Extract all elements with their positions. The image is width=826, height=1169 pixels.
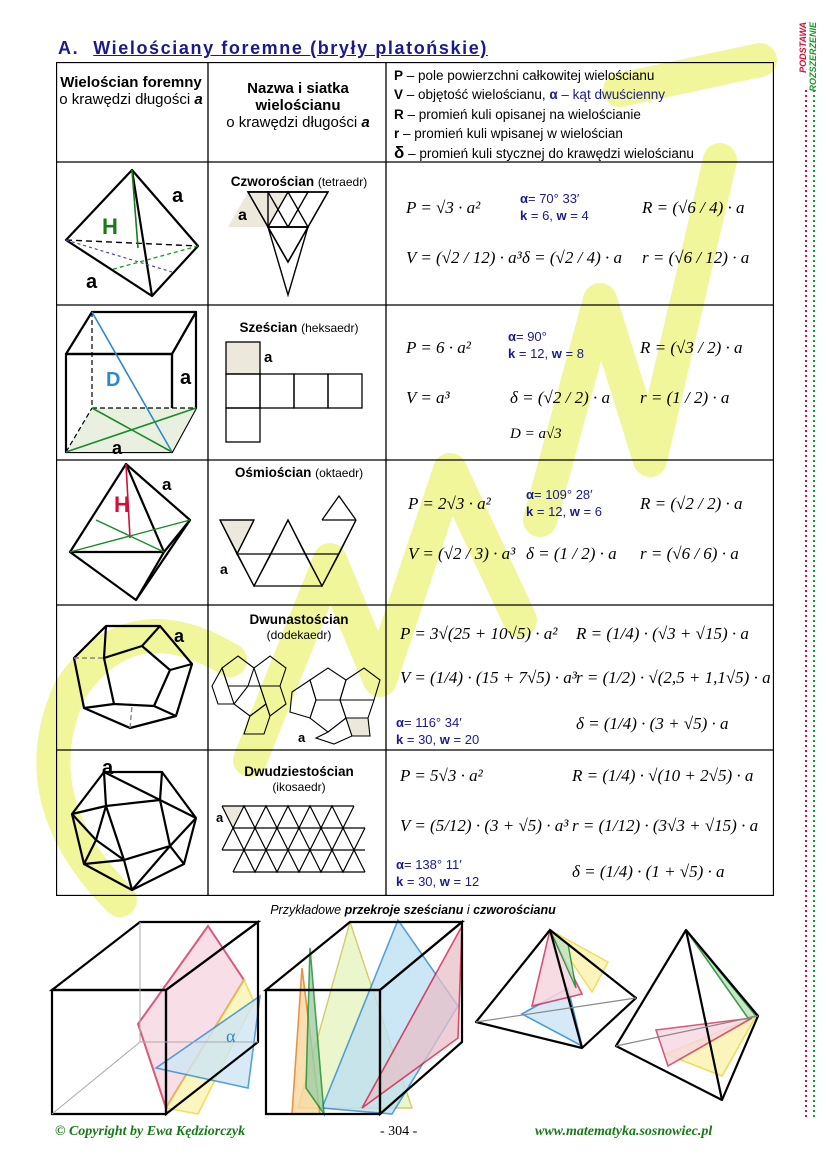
dodeca-p: P = 3√(25 + 10√5) · a²	[400, 624, 558, 643]
legend-delta: δ – promień kuli stycznej do krawędzi wielościanu	[394, 143, 694, 163]
dodeca-r-small: r = (1/2) · √(2,5 + 1,1√5) · a	[576, 668, 771, 687]
name-dodecahedron: Dwunastościan (dodekaedr)	[249, 612, 349, 642]
name-tetrahedron: Czworościan (tetraedr)	[230, 174, 368, 189]
header-col1-title: Wielościan foremny	[60, 74, 202, 91]
tetra-a-label: a	[172, 185, 184, 207]
icosa-p: P = 5√3 · a²	[400, 766, 483, 785]
cube-diagonal: D = a√3	[510, 426, 562, 442]
side-label-basic: PODSTAWA	[798, 22, 808, 73]
header-col1	[56, 74, 206, 174]
tetra-v: V = (√2 / 12) · a³	[406, 248, 522, 267]
icosa-a-label: a	[102, 757, 114, 779]
octa-r-big: R = (√2 / 2) · a	[640, 494, 743, 513]
octa-r-small: r = (√6 / 6) · a	[640, 544, 739, 563]
footer-page-number: - 304 -	[380, 1124, 418, 1139]
cube-figure	[62, 308, 204, 458]
header-col2-title: Nazwa i siatka wielościanu	[247, 80, 349, 114]
cube-section-figure-2	[262, 918, 468, 1118]
name-icosahedron: Dwudziestościan (ikosaedr)	[244, 764, 354, 794]
octahedron-figure	[66, 462, 204, 604]
name-cube: Sześcian (heksaedr)	[239, 320, 359, 335]
cube-a-label-2: a	[112, 438, 123, 458]
tetra-angles: α= 70° 33′ k = 6, w = 4	[520, 191, 589, 223]
icosa-delta: δ = (1/4) · (1 + √5) · a	[572, 862, 725, 881]
cube-net-a: a	[264, 349, 273, 366]
header-col1-edge: a	[194, 91, 203, 108]
tetra-a-label-2: a	[86, 271, 98, 293]
cube-r-big: R = (√3 / 2) · a	[640, 338, 743, 357]
octa-p: P = 2√3 · a²	[408, 494, 491, 513]
dodecahedron-figure	[70, 618, 198, 730]
name-octahedron: Ośmiościan (oktaedr)	[234, 465, 364, 480]
header-col2-edge: a	[361, 114, 370, 131]
dodeca-v: V = (1/4) · (15 + 7√5) · a³	[400, 668, 577, 687]
tetrahedron-net	[220, 190, 340, 298]
cube-delta: δ = (√2 / 2) · a	[510, 388, 610, 407]
solids-table	[56, 62, 774, 896]
dodeca-a-label: a	[174, 626, 185, 646]
side-label-extended: ROZSZERZENIE	[808, 22, 818, 92]
legend	[394, 66, 772, 163]
tetrahedron-figure	[62, 166, 202, 302]
page-heading	[58, 38, 488, 59]
side-dots	[798, 90, 818, 1120]
dodeca-angles: α= 116° 34′ k = 30, w = 20	[396, 715, 480, 747]
legend-v: V – objętość wielościanu, α – kąt dwuścienny	[394, 87, 665, 103]
icosa-r-big: R = (1/4) · √(10 + 2√5) · a	[572, 766, 754, 785]
octahedron-net	[218, 494, 384, 600]
octa-v: V = (√2 / 3) · a³	[408, 544, 516, 563]
dodecahedron-net	[210, 652, 384, 746]
tetra-net-a: a	[238, 207, 247, 224]
cube-p: P = 6 · a²	[406, 338, 471, 357]
cube-angles: α= 90° k = 12, w = 8	[508, 329, 584, 361]
icosahedron-figure	[66, 756, 202, 892]
dodeca-delta: δ = (1/4) · (3 + √5) · a	[576, 714, 729, 733]
octa-h-label: H	[114, 492, 130, 517]
legend-p: P – pole powierzchni całkowitej wielościanu	[394, 68, 655, 83]
header-col2	[209, 80, 387, 131]
heading-title: Wielościany foremne (bryły platońskie)	[93, 38, 488, 58]
cube-d-label: D	[106, 369, 121, 391]
side-labels	[796, 22, 820, 1112]
octa-delta: δ = (1 / 2) · a	[526, 544, 617, 563]
tetra-r-small: r = (√6 / 12) · a	[642, 248, 750, 267]
cube-section-figure-1	[48, 918, 270, 1118]
dodeca-r-big: R = (1/4) · (√3 + √15) · a	[576, 624, 749, 643]
section-alpha-label: α	[226, 1026, 236, 1046]
cube-r-small: r = (1 / 2) · a	[640, 388, 730, 407]
legend-r-small: r – promień kuli wpisanej w wielościan	[394, 125, 623, 141]
icosa-angles: α= 138° 11′ k = 30, w = 12	[396, 857, 480, 889]
footer-website-link[interactable]: www.matematyka.sosnowiec.pl	[535, 1124, 713, 1139]
icosa-net-a: a	[216, 810, 224, 825]
octa-net-a: a	[220, 561, 228, 577]
tetra-delta: δ = (√2 / 4) · a	[522, 248, 622, 267]
tetra-section-figure-2	[612, 926, 762, 1106]
tetra-p: P = √3 · a²	[406, 198, 481, 217]
cube-a-label: a	[180, 367, 192, 389]
cube-net	[224, 340, 374, 446]
octa-a-label: a	[162, 475, 172, 494]
footer-copyright: © Copyright by Ewa Kędziorczyk	[55, 1124, 246, 1139]
heading-label: A.	[58, 38, 80, 58]
octa-angles: α= 109° 28′ k = 12, w = 6	[526, 487, 602, 519]
header-col2-sub: o krawędzi długości	[226, 114, 358, 131]
tetra-r-big: R = (√6 / 4) · a	[642, 198, 745, 217]
cube-v: V = a³	[406, 388, 450, 407]
tetra-h-label: H	[102, 214, 118, 239]
icosa-v: V = (5/12) · (3 + √5) · a³	[400, 816, 569, 835]
icosahedron-net	[216, 804, 382, 884]
legend-r-big: R – promień kuli opisanej na wielościanie	[394, 106, 641, 122]
sections-caption: Przykładowe przekroje sześcianu i czworościanu	[270, 903, 556, 917]
header-col1-sub: o krawędzi długości	[59, 91, 191, 108]
icosa-r-small: r = (1/12) · (3√3 + √15) · a	[572, 816, 759, 835]
dodeca-net-a: a	[298, 730, 306, 745]
